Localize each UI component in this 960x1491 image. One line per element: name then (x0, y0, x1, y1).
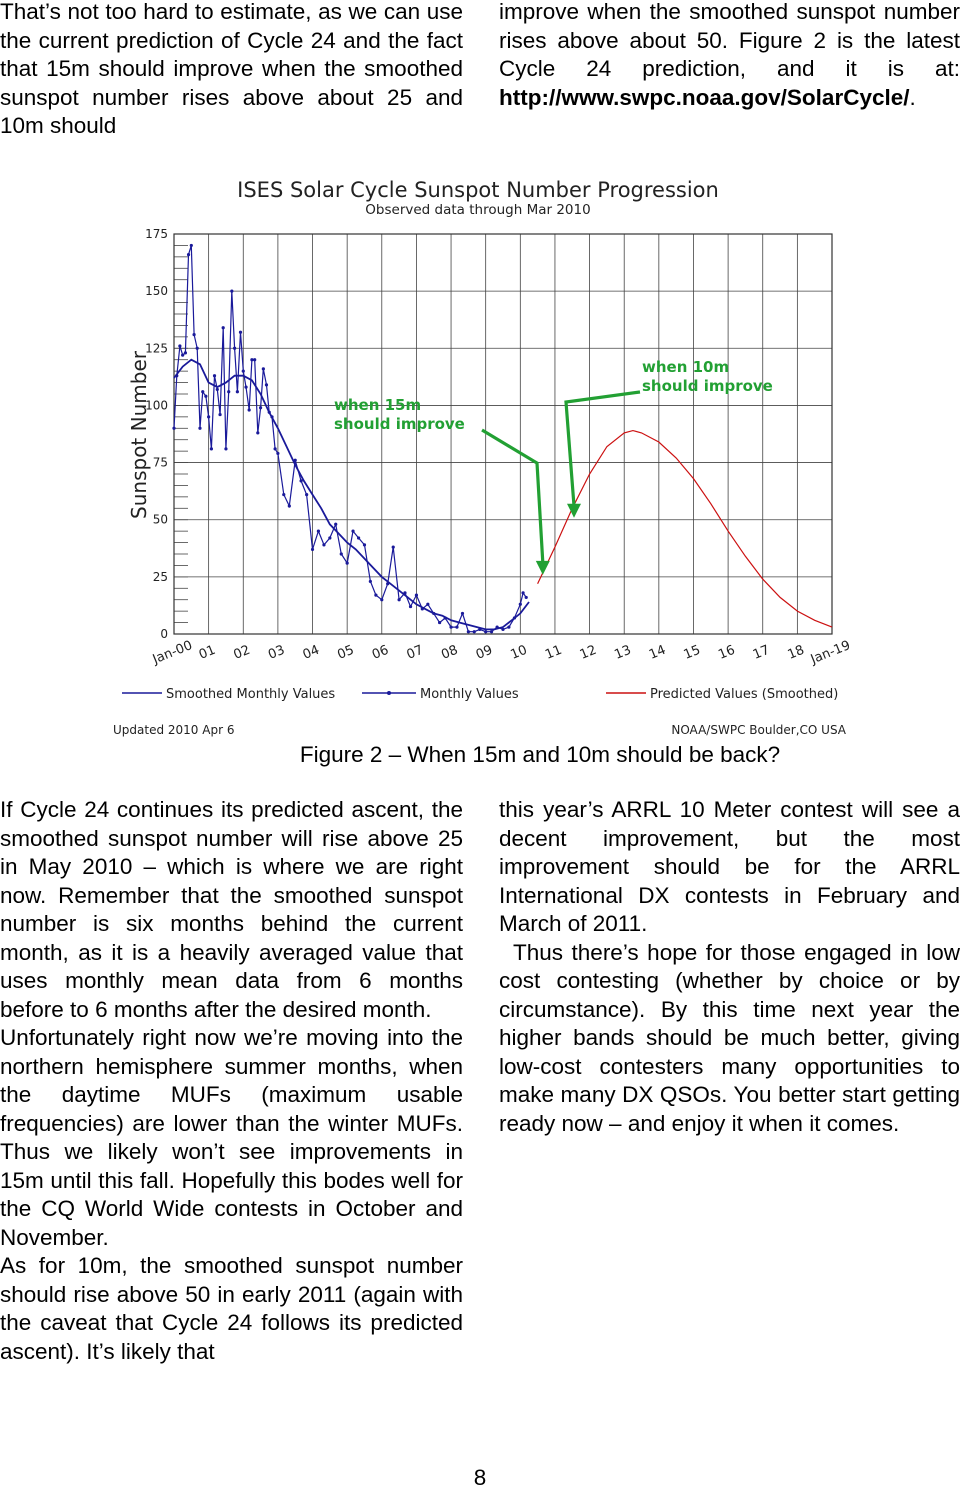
annotation-10m: when 10m (642, 358, 730, 376)
monthly-value-point (190, 244, 193, 247)
monthly-value-point (187, 253, 190, 256)
monthly-value-point (467, 630, 470, 633)
x-tick-label: 13 (612, 642, 634, 663)
monthly-value-point (201, 390, 204, 393)
monthly-value-point (403, 591, 406, 594)
series-line-3 (538, 431, 832, 627)
monthly-value-point (392, 546, 395, 549)
monthly-value-point (227, 390, 230, 393)
x-tick-label: Jan-19 (808, 638, 853, 668)
monthly-value-point (521, 591, 524, 594)
top-right-paragraph (499, 0, 960, 112)
monthly-value-point (274, 447, 277, 450)
monthly-value-point (213, 374, 216, 377)
x-tick-label: 01 (196, 642, 218, 663)
monthly-value-point (369, 580, 372, 583)
chart-subtitle: Observed data through Mar 2010 (365, 202, 591, 218)
y-tick-label: 25 (152, 569, 168, 584)
paragraph-summer-mufs: Unfortunately right now we’re moving into the northern hemisphere summer months, when the daytime MUFs (maximum usable frequencies) are lower than the winter MUFs. Thus we likely won’t see improvements in 15m until this fall. Hopefully this bodes well for the CQ World Wide contests in October and November. (0, 1025, 463, 1250)
y-tick-label: 0 (160, 627, 168, 641)
monthly-value-point (461, 612, 464, 615)
figure-caption: Figure 2 – When 15m and 10m should be back? (299, 742, 781, 767)
monthly-value-point (244, 386, 247, 389)
legend-swatch-point (387, 691, 391, 695)
chart-legend (122, 687, 838, 702)
annotation-15m: when 15m (334, 396, 422, 414)
x-tick-label: Jan-00 (150, 638, 195, 668)
monthly-value-point (496, 626, 499, 629)
monthly-value-point (380, 598, 383, 601)
paragraph-prediction: If Cycle 24 continues its predicted ascent, the smoothed sunspot number will rise above 25 in May 2010 – which is where we are right now. Remember that the smoothed sunspot number is six months behind the current month, as it is a heavily averaged value that uses monthly mean data from 6 months before to 6 months after the desired month. (0, 797, 463, 1022)
monthly-value-point (478, 628, 481, 631)
monthly-value-point (421, 607, 424, 610)
y-tick-label: 75 (152, 455, 168, 470)
monthly-value-point (386, 582, 389, 585)
monthly-value-point (265, 383, 268, 386)
monthly-value-point (432, 612, 435, 615)
sunspot-chart (0, 165, 960, 740)
monthly-value-point (239, 331, 242, 334)
chart-title: ISES Solar Cycle Sunspot Number Progression (237, 178, 719, 202)
x-tick-labels (150, 638, 853, 668)
monthly-value-point (262, 367, 265, 370)
monthly-value-point (175, 374, 178, 377)
monthly-value-point (317, 530, 320, 533)
top-right-text: improve when the smoothed sunspot number rises above about 50. Figure 2 is the latest Cycle 24 prediction, and it is at: http://www.swpc.noaa.gov/SolarCycle/. (499, 0, 960, 110)
monthly-value-point (351, 530, 354, 533)
monthly-value-point (268, 411, 271, 414)
monthly-value-point (181, 354, 184, 357)
x-tick-label: 16 (716, 642, 738, 663)
monthly-value-point (222, 326, 225, 329)
y-tick-label: 175 (145, 227, 168, 241)
monthly-value-point (192, 333, 195, 336)
monthly-value-point (178, 344, 181, 347)
monthly-value-point (444, 616, 447, 619)
x-tick-label: 03 (266, 642, 288, 663)
bottom-left-column (0, 796, 463, 1366)
monthly-value-point (218, 413, 221, 416)
chart-updated-note: Updated 2010 Apr 6 (113, 723, 235, 737)
monthly-value-point (398, 598, 401, 601)
monthly-value-point (248, 408, 251, 411)
x-tick-label: 08 (439, 642, 461, 663)
monthly-value-point (210, 447, 213, 450)
y-axis-label: Sunspot Number (127, 351, 151, 519)
monthly-value-point (250, 358, 253, 361)
x-tick-label: 14 (647, 642, 669, 663)
monthly-value-point (230, 290, 233, 293)
monthly-value-point (233, 347, 236, 350)
paragraph-low-cost-contesting: Thus there’s hope for those engaged in low cost contesting (whether by choice or by circumstance). By this time next year the higher bands should be much better, giving low-cost contesters many opportunities to make many DX QSOs. You better start getting ready now – and enjoy it when it comes. (499, 939, 960, 1136)
monthly-value-point (198, 427, 201, 430)
legend-label: Monthly Values (420, 687, 519, 702)
monthly-value-point (513, 616, 516, 619)
monthly-value-point (216, 388, 219, 391)
monthly-value-point (184, 351, 187, 354)
monthly-value-point (346, 562, 349, 565)
chart-source-note: NOAA/SWPC Boulder,CO USA (671, 723, 846, 737)
monthly-value-point (519, 603, 522, 606)
chart-plot-frame (174, 234, 832, 634)
monthly-value-point (276, 452, 279, 455)
monthly-value-point (438, 621, 441, 624)
monthly-value-point (259, 406, 262, 409)
series-line-2 (174, 245, 526, 631)
y-tick-label: 125 (145, 341, 168, 356)
monthly-value-point (204, 395, 207, 398)
annotation-10m-line2: should improve (642, 377, 773, 395)
top-left-paragraph (0, 0, 463, 141)
monthly-value-point (294, 459, 297, 462)
x-tick-label: 18 (785, 642, 807, 663)
y-tick-label: 150 (145, 284, 168, 299)
x-tick-label: 11 (543, 642, 565, 663)
swpc-url-link[interactable]: http://www.swpc.noaa.gov/SolarCycle/ (499, 84, 910, 110)
monthly-value-point (236, 390, 239, 393)
monthly-value-point (322, 543, 325, 546)
monthly-value-point (374, 594, 377, 597)
x-tick-label: 12 (577, 642, 599, 663)
legend-label: Predicted Values (Smoothed) (650, 687, 839, 702)
monthly-value-point (449, 626, 452, 629)
monthly-value-point (357, 536, 360, 539)
arrow-10m (566, 392, 640, 506)
monthly-value-point (473, 630, 476, 633)
monthly-value-point (305, 493, 308, 496)
x-tick-label: 17 (750, 642, 772, 663)
monthly-value-point (311, 548, 314, 551)
chart-annotations (334, 358, 773, 575)
monthly-value-point (340, 552, 343, 555)
x-tick-label: 04 (300, 642, 322, 663)
monthly-value-point (525, 596, 528, 599)
monthly-value-point (328, 536, 331, 539)
x-tick-label: 07 (404, 642, 426, 663)
x-tick-label: 05 (335, 642, 357, 663)
chart-series (172, 244, 832, 633)
arrow-15m (482, 430, 543, 563)
paragraph-arrl-contests: this year’s ARRL 10 Meter contest will see a decent improvement, but the most improvement should be for the ARRL International DX contests in February and March of 2011. (499, 797, 960, 936)
monthly-value-point (242, 370, 245, 373)
legend-label: Smoothed Monthly Values (166, 687, 336, 702)
paragraph-ten-meters: As for 10m, the smoothed sunspot number should rise above 50 in early 2011 (again with the caveat that Cycle 24 follows its predicted ascent). It’s likely that (0, 1253, 463, 1364)
monthly-value-point (501, 628, 504, 631)
monthly-value-point (282, 493, 285, 496)
x-tick-label: 06 (369, 642, 391, 663)
monthly-value-point (172, 427, 175, 430)
monthly-value-point (299, 479, 302, 482)
x-tick-label: 10 (508, 642, 530, 663)
monthly-value-point (334, 523, 337, 526)
monthly-value-point (288, 504, 291, 507)
annotation-15m-line2: should improve (334, 415, 465, 433)
y-tick-label: 100 (145, 398, 168, 413)
x-tick-label: 15 (681, 642, 703, 663)
monthly-value-point (490, 630, 493, 633)
x-tick-label: 09 (473, 642, 495, 663)
y-tick-label: 50 (152, 512, 168, 527)
monthly-value-point (415, 594, 418, 597)
bottom-right-column (499, 796, 960, 1138)
monthly-value-point (426, 603, 429, 606)
x-tick-label: 02 (231, 642, 253, 663)
monthly-value-point (207, 415, 210, 418)
arrow-15m-head (536, 561, 550, 575)
top-left-text: That’s not too hard to estimate, as we can use the current prediction of Cycle 24 and the fact that 15m should improve when the smoothed sunspot number rises above about 25 and 10m should (0, 0, 463, 138)
monthly-value-point (507, 626, 510, 629)
page-number: 8 (473, 1465, 487, 1490)
chart-grid (174, 234, 832, 634)
monthly-value-point (455, 626, 458, 629)
monthly-value-point (484, 630, 487, 633)
monthly-value-point (409, 605, 412, 608)
monthly-value-point (224, 447, 227, 450)
monthly-value-point (363, 543, 366, 546)
monthly-value-point (253, 358, 256, 361)
monthly-value-point (196, 347, 199, 350)
monthly-value-point (270, 415, 273, 418)
monthly-value-point (256, 431, 259, 434)
